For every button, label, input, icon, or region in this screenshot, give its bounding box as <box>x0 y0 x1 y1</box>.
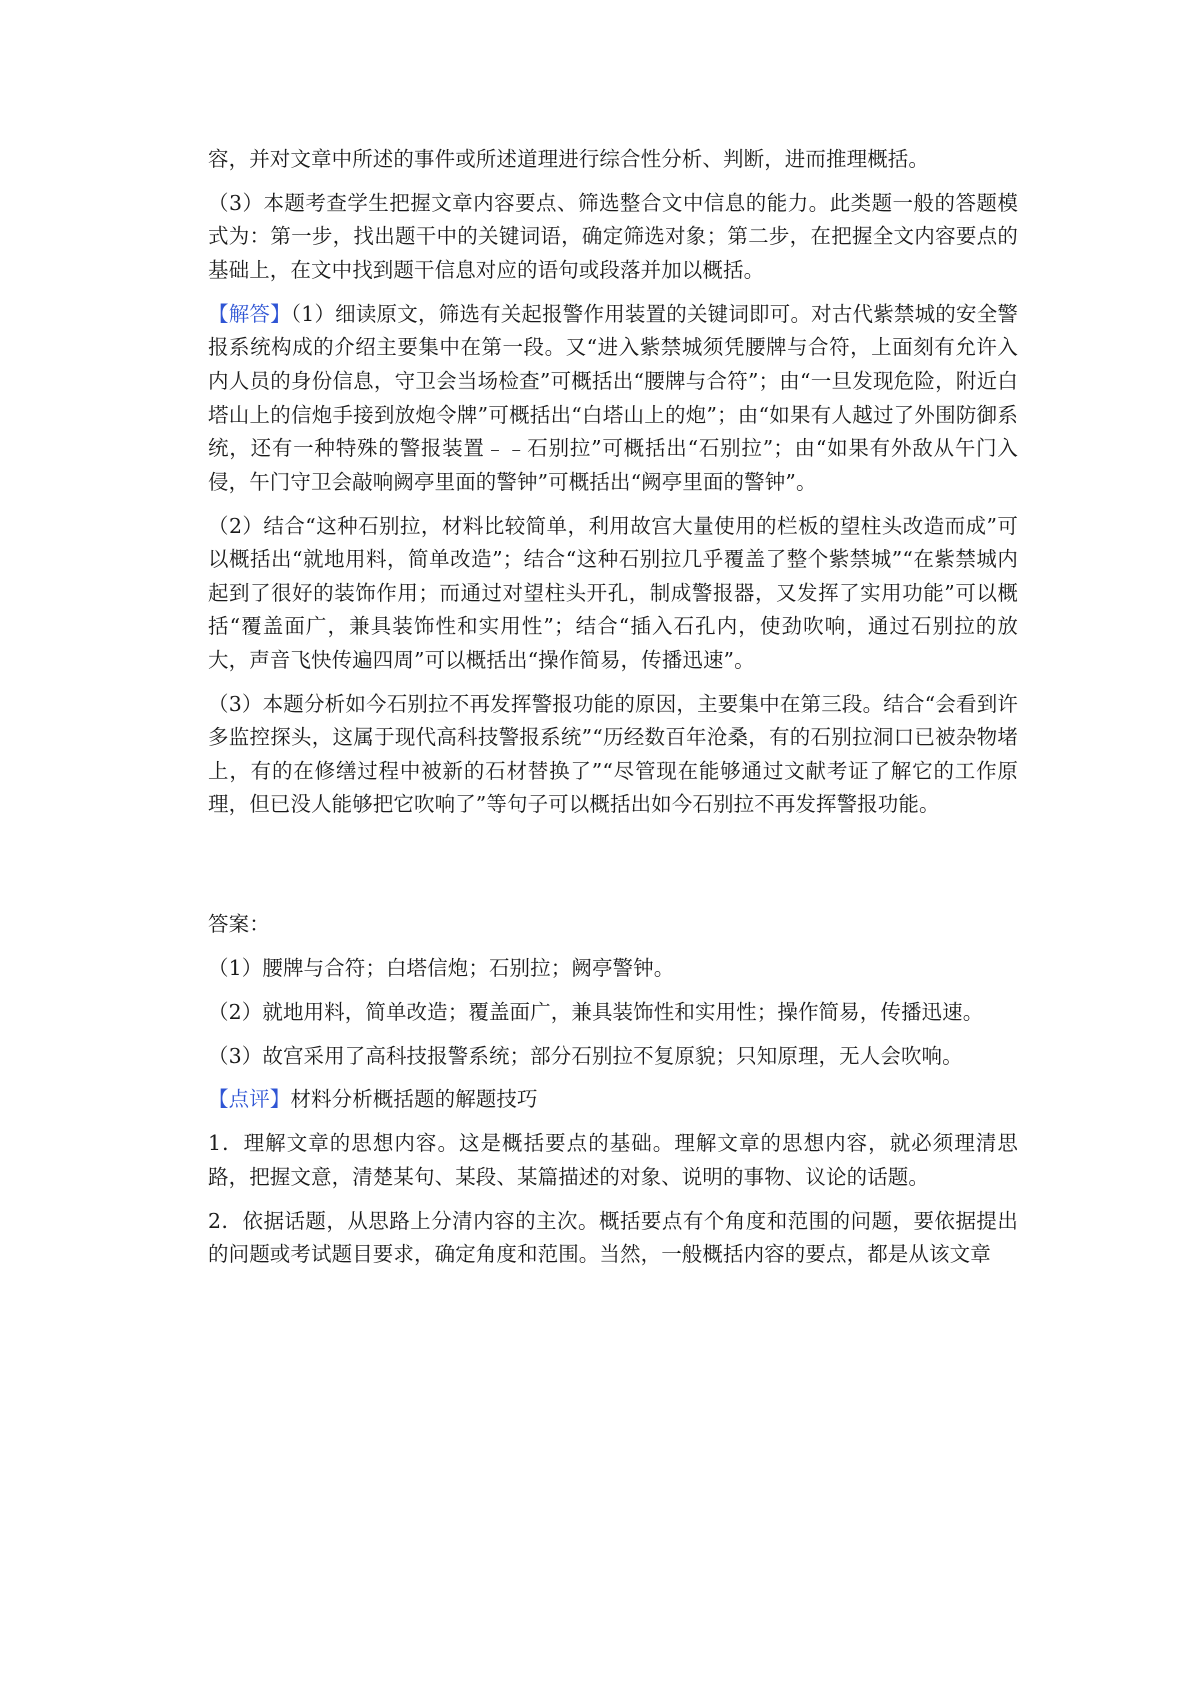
document-page <box>208 143 1018 1282</box>
comment-paragraph-1: 1．理解文章的思想内容。这是概括要点的基础。理解文章的思想内容，就必须理清思路，把握文意，清楚某句、某段、某篇描述的对象、说明的事物、议论的话题。 <box>208 1131 1018 1189</box>
section-gap <box>208 832 1018 908</box>
answer-item-1: （1）腰牌与合符；白塔信炮；石别拉；阙亭警钟。 <box>208 956 675 980</box>
answer-item-3: （3）故宫采用了高科技报警系统；部分石别拉不复原貌；只知原理，无人会吹响。 <box>208 1043 963 1068</box>
comment-tag: 【点评】 <box>208 1087 291 1112</box>
comment-title: 材料分析概括题的解题技巧 <box>290 1087 538 1112</box>
solution-paragraph-1 <box>208 298 1018 500</box>
answer-item-2: （2）就地用料，简单改造；覆盖面广，兼具装饰性和实用性；操作简易，传播迅速。 <box>208 999 984 1024</box>
solution-paragraph-2: （2）结合“这种石别拉，材料比较简单，利用故宫大量使用的栏板的望柱头改造而成”可以概括出“就地用料，简单改造”；结合“这种石别拉几乎覆盖了整个紫禁城”“在紫禁城内起到了很好的装饰作用；而通过对望柱头开孔，制成警报器，又发挥了实用功能”可以概括“覆盖面广，兼具装饰性和实用性”；结合“插入石孔内，使劲吹响，通过石别拉的放大，声音飞快传遍四周”可以概括出“操作简易，传播迅速”。 <box>208 513 1018 672</box>
comment-paragraph-2: 2．依据话题，从思路上分清内容的主次。概括要点有个角度和范围的问题，要依据提出的问题或考试题目要求，确定角度和范围。当然，一般概括内容的要点，都是从该文章 <box>208 1208 1018 1267</box>
answer-label: 答案： <box>208 912 270 937</box>
comment-heading <box>208 1083 1018 1117</box>
analysis-paragraph-1: 容，并对文章中所述的事件或所述道理进行综合性分析、判断，进而推理概括。 <box>208 147 929 171</box>
analysis-paragraph-2: （3）本题考查学生把握文章内容要点、筛选整合文中信息的能力。此类题一般的答题模式为：第一步，找出题干中的关键词语，确定筛选对象；第二步，在把握全文内容要点的基础上，在文中找到题干信息对应的语句或段落并加以概括。 <box>208 190 1018 282</box>
solution-paragraph-3: （3）本题分析如今石别拉不再发挥警报功能的原因，主要集中在第三段。结合“会看到许多监控探头，这属于现代高科技警报系统”“历经数百年沧桑，有的石别拉洞口已被杂物堵上，有的在修缮过程中被新的石材替换了”“尽管现在能够通过文献考证了解它的工作原理，但已没人能够把它吹响了”等句子可以概括出如今石别拉不再发挥警报功能。 <box>208 691 1018 817</box>
solution-tag: 【解答】 <box>208 301 291 326</box>
solution-text-1: （1）细读原文，筛选有关起报警作用装置的关键词即可。对古代紫禁城的安全警报系统构成的介绍主要集中在第一段。又“进入紫禁城须凭腰牌与合符，上面刻有允许入内人员的身份信息，守卫会当场检查”可概括出“腰牌与合符”；由“一旦发现危险，附近白塔山上的信炮手接到放炮令牌”可概括出“白塔山上的炮”；由“如果有人越过了外围防御系统，还有一种特殊的警报装置﹣﹣石别拉”可概括出“石别拉”；由“如果有外敌从午门入侵，午门守卫会敲响阙亭里面的警钟”可概括出“阙亭里面的警钟”。 <box>208 301 1018 494</box>
